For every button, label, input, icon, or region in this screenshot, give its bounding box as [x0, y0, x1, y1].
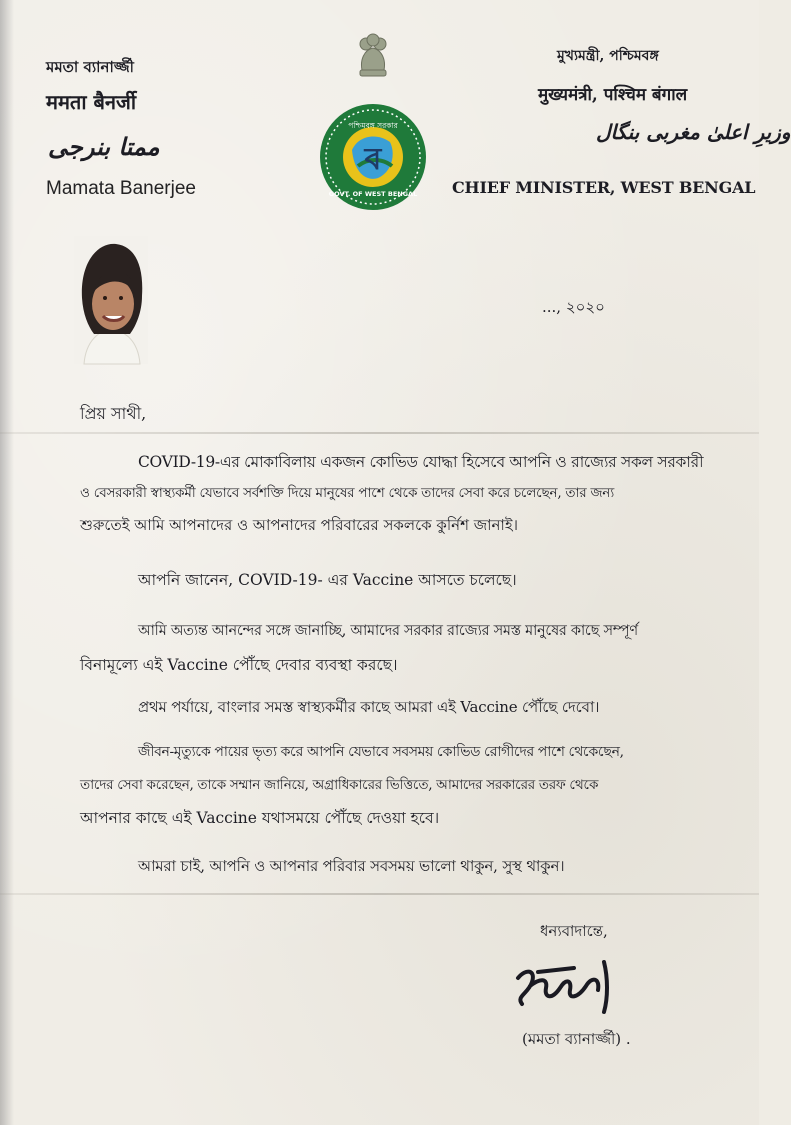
paragraph-line: তাদের সেবা করেছেন, তাকে সম্মান জানিয়ে, অগ্রাধিকারের ভিত্তিতে, আমাদের সরকারের তরফ থেকে — [80, 777, 599, 793]
bengali-name: মমতা ব্যানার্জ্জী — [46, 58, 134, 76]
paragraph-line: আপনার কাছে এই Vaccine যথাসময়ে পৌঁছে দেওয়া হবে। — [80, 809, 440, 827]
bengali-title: মুখ্যমন্ত্রী, পশ্চিমবঙ্গ — [557, 48, 659, 64]
seal-top-text: পশ্চিমবঙ্গ সরকার — [348, 121, 398, 130]
urdu-name: ممتا بنرجی — [48, 132, 160, 161]
seal-bottom-text: GOVT. OF WEST BENGAL — [328, 190, 418, 198]
paragraph-line: আমি অত্যন্ত আনন্দের সঙ্গে জানাচ্ছি, আমাদের সরকার রাজ্যের সমস্ত মানুষের কাছে সম্পূর্ণ — [138, 623, 638, 639]
paragraph-line: COVID-19-এর মোকাবিলায় একজন কোভিড যোদ্ধা হিসেবে আপনি ও রাজ্যের সকল সরকারী — [138, 453, 704, 471]
page-edge-shadow — [0, 0, 14, 1125]
portrait-photo — [74, 236, 148, 364]
fold-line — [0, 893, 759, 895]
closing: ধন্যবাদান্তে, — [540, 922, 608, 940]
paragraph-line: শুরুতেই আমি আপনাদের ও আপনাদের পরিবারের সকলকে কুর্নিশ জানাই। — [80, 516, 518, 534]
paragraph-line: আপনি জানেন, COVID-19- এর Vaccine আসতে চলেছে। — [138, 571, 517, 589]
paragraph-line: আমরা চাই, আপনি ও আপনার পরিবার সবসময় ভালো থাকুন, সুস্থ থাকুন। — [138, 857, 565, 875]
paragraph-line: প্রথম পর্যায়ে, বাংলার সমস্ত স্বাস্থ্যকর্মীর কাছে আমরা এই Vaccine পৌঁছে দেবো। — [138, 698, 600, 716]
government-seal-emblem — [318, 32, 428, 232]
salutation: প্রিয় সাথী, — [80, 404, 147, 423]
paragraph-line: ও বেসরকারী স্বাস্থ্যকর্মী যেভাবে সর্বশক্তি দিয়ে মানুষের পাশে থেকে তাদের সেবা করে চলেছেন, তার জন্য — [80, 485, 615, 501]
fold-line — [0, 432, 759, 434]
seal-center-letter: ব — [364, 142, 382, 177]
urdu-title: وزیرِ اعلیٰ مغربی بنگال — [596, 120, 791, 144]
letter-date: ..., ২০২০ — [542, 298, 605, 316]
english-name: Mamata Banerjee — [46, 178, 196, 199]
paragraph-line: জীবন-মৃত্যুকে পায়ের ভৃত্য করে আপনি যেভাবে সবসময় কোভিড রোগীদের পাশে থেকেছেন, — [138, 744, 624, 760]
hindi-name: ममता बैनर्जी — [46, 90, 137, 114]
english-title: CHIEF MINISTER, WEST BENGAL — [452, 178, 756, 197]
signature-name: (মমতা ব্যানার্জ্জী) . — [522, 1030, 631, 1048]
hindi-title: मुख्यमंत्री, पश्चिम बंगाल — [538, 85, 688, 105]
paragraph-line: বিনামূল্যে এই Vaccine পৌঁছে দেবার ব্যবস্থা করছে। — [80, 656, 398, 674]
signature-handwritten — [508, 948, 638, 1018]
